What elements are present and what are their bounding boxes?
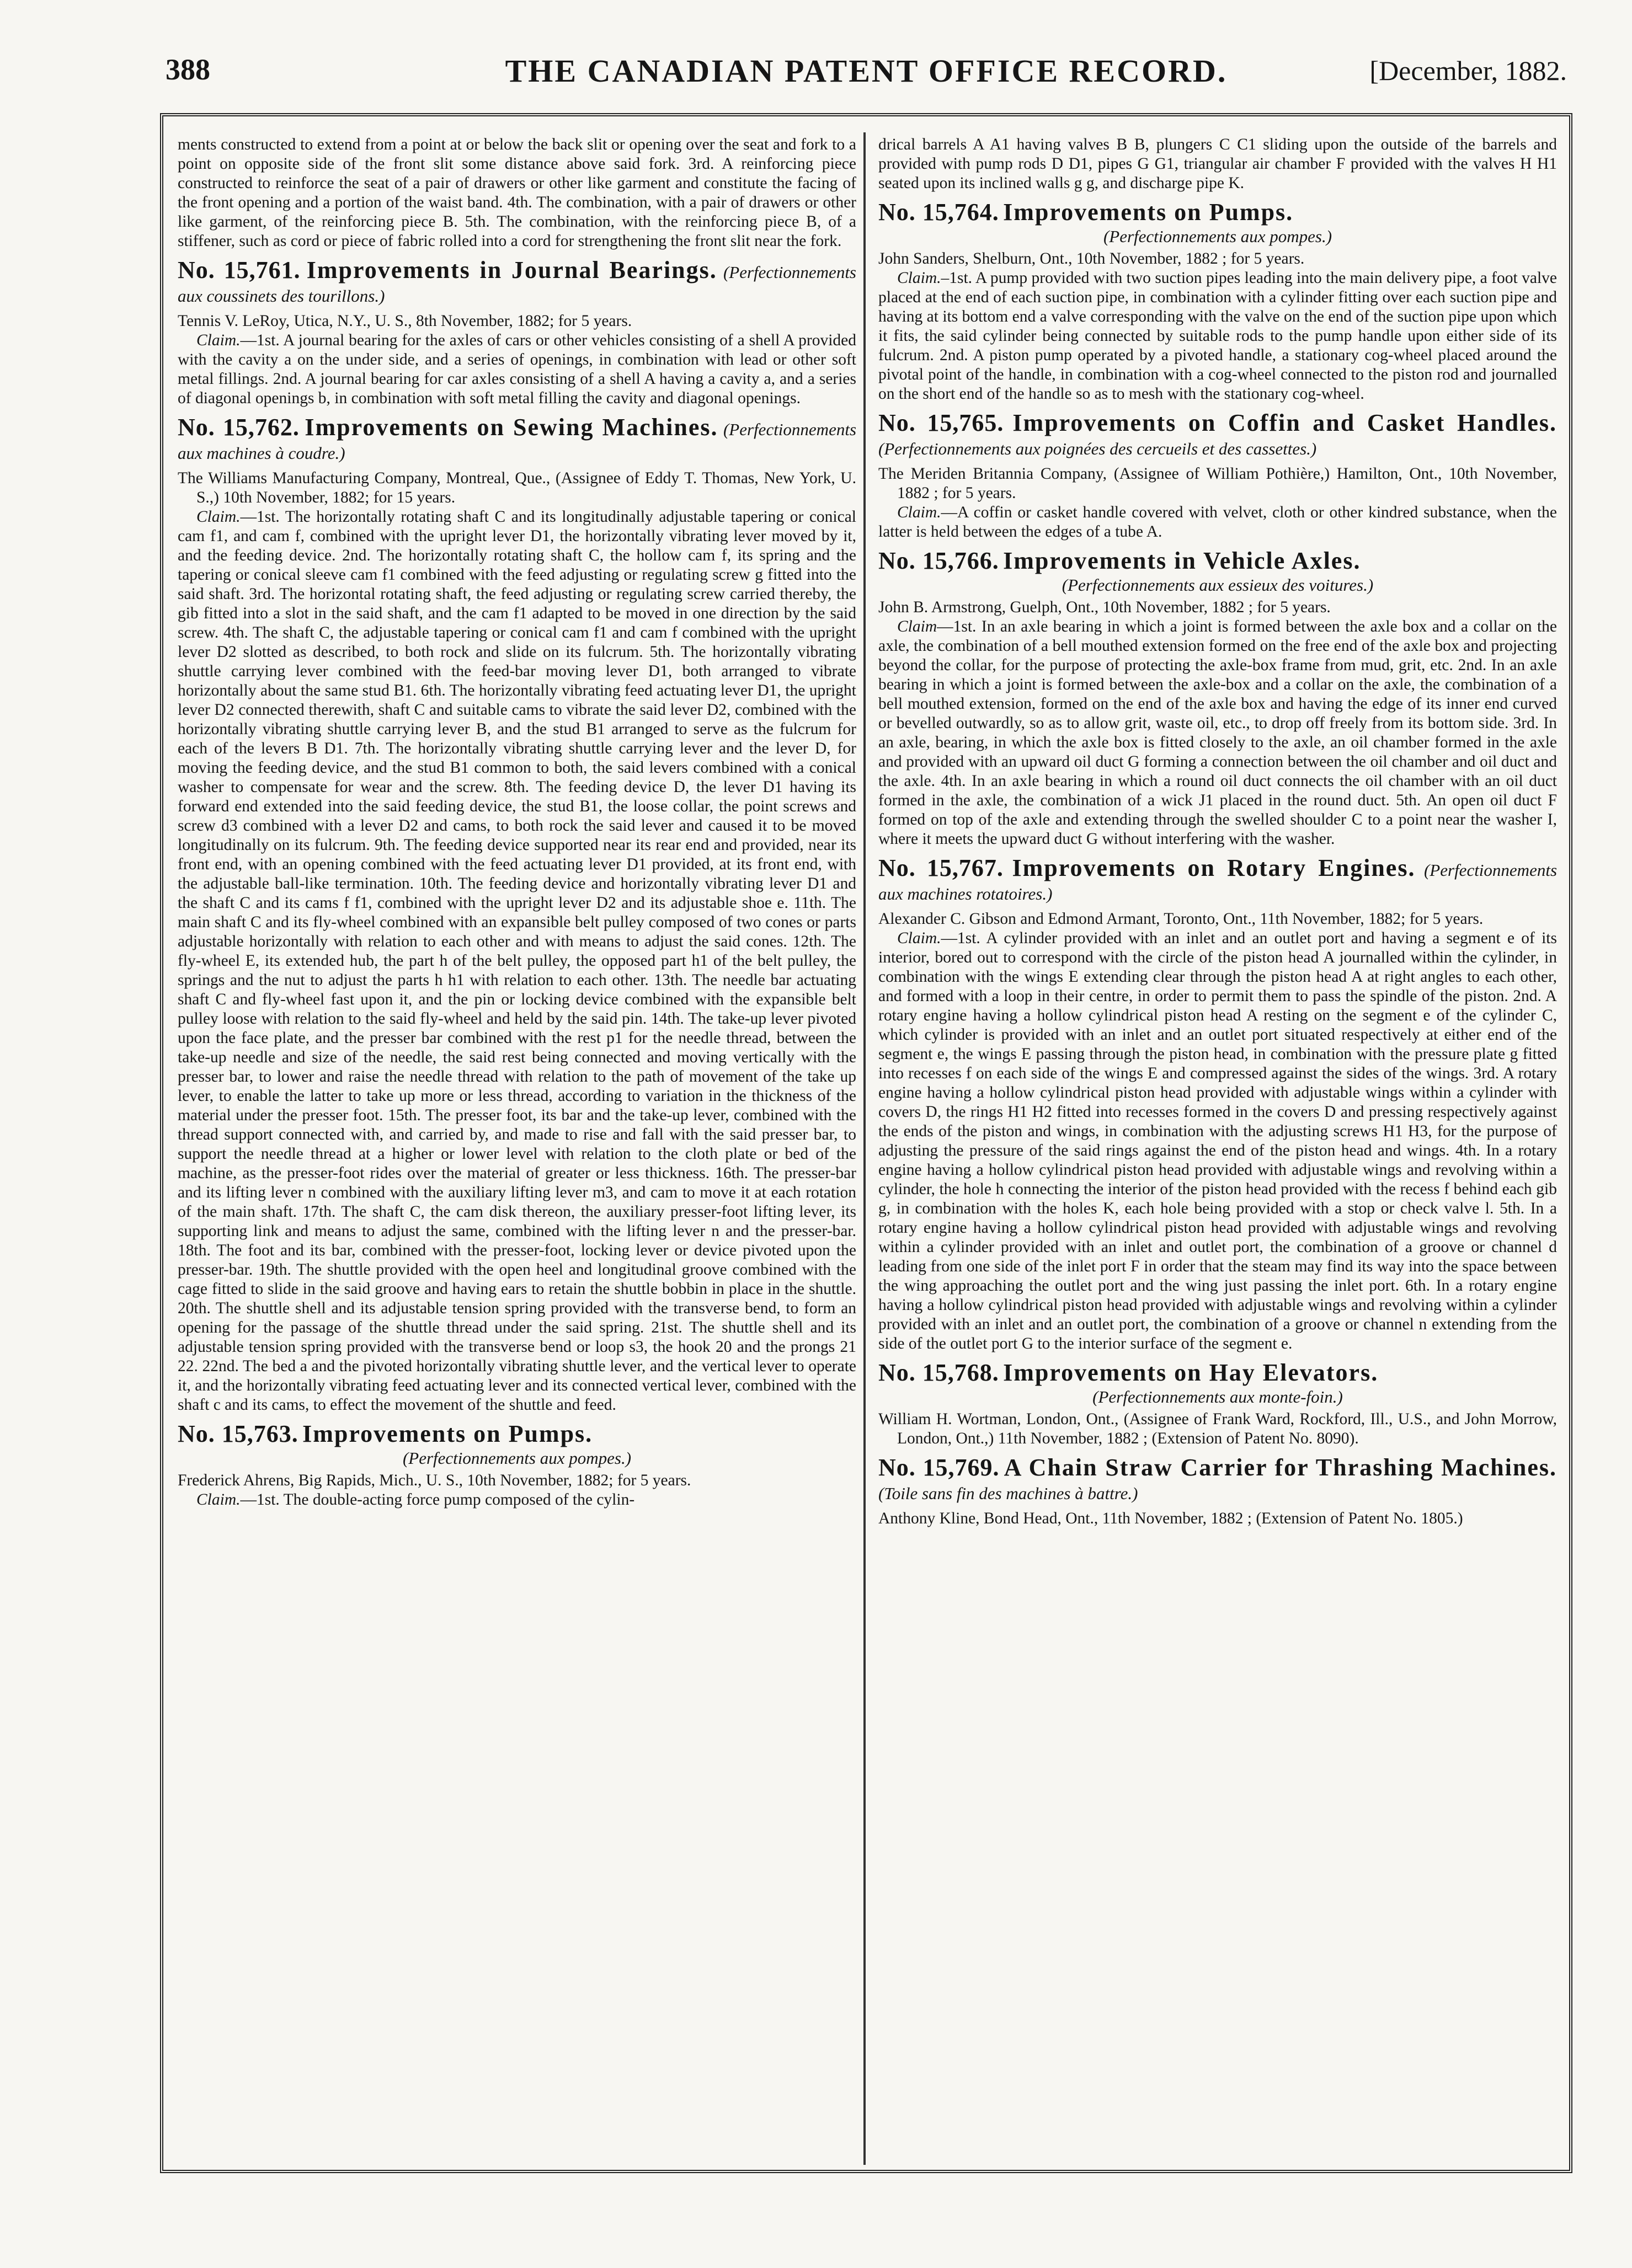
continued-text: ments constructed to extend from a point at or below the back slit or opening over the seat and fork to a point on opposite side of the front slit some distance above said fork. 3rd. A reinforcing piece constructed to reinforce the seat of a pair of drawers or other like garment and constitute the facing of the front opening and a portion of the waist band. 4th. The combination, with a pair of drawers or other like garment, of the reinforcing piece B. 5th. The combination, with the reinforcing piece B, of a stiffener, such as cord or piece of fabric rolled into a cord for strengthening the front slit near the fork. (178, 136, 856, 250)
patent-title: Improvements on Rotary Engines. (1012, 854, 1416, 881)
patentee: John Sanders, Shelburn, Ont., 10th November, 1882 ; for 5 years. (878, 250, 1305, 268)
patent-french-title: (Perfectionnements aux pompes.) (402, 1448, 632, 1468)
patent-french-title: (Perfectionnements aux machines rotatoires.) (878, 860, 1557, 903)
patentee: Alexander C. Gibson and Edmond Armant, Toronto, Ont., 11th November, 1882; for 5 years. (878, 910, 1484, 928)
patent-title: Improvements on Coffin and Casket Handles. (1012, 409, 1557, 436)
patent-title: Improvements in Journal Bearings. (306, 256, 717, 284)
claim-label: Claim. (897, 269, 941, 287)
patent-number: No. 15,763. (178, 1420, 298, 1447)
claim-text: —A coffin or casket handle covered with velvet, cloth or other kindred substance, when the latter is held between the edges of a tube A. (878, 504, 1557, 541)
patent-entry (878, 411, 1557, 542)
patent-french-title: (Perfectionnements aux poignées des cercueils et des cassettes.) (878, 439, 1317, 458)
column-divider (863, 132, 866, 2165)
continued-text: drical barrels A A1 having valves B B, plungers C C1 sliding upon the outside of the barrels and provided with pump rods D D1, pipes G G1, triangular air chamber F provided with the valves H H1 seated upon its inclined walls g g, and discharge pipe K. (878, 136, 1557, 192)
patentee: John B. Armstrong, Guelph, Ont., 10th November, 1882 ; for 5 years. (878, 598, 1331, 616)
claim-text: —1st. In an axle bearing in which a joint is formed between the axle box and a collar on the axle, the combination of a bell mouthed extension formed on the free end of the axle box and projecting beyond the collar, for the purpose of protecting the axle-box frame from mud, grit, etc. 2nd. In an axle bearing in which a joint is formed between the axle-box and a collar on the axle, the combination of a bell mouthed extension, formed on the end of the axle box and having the edge of its inner end curved or bevelled outwardly, so as to allow grit, waste oil, etc., to drop off freely from its bottom side. 3rd. In an axle, bearing, in which the axle box is fitted closely to the axle, an oil chamber formed in the axle and provided with an upward oil duct G forming a connection between the oil chamber and oil duct and the axle. 4th. In an axle bearing in which a round oil duct connects the oil chamber with an oil duct formed in the axle, the combination of a wick J1 placed in the round duct. 5th. An open oil duct F formed on top of the axle and extending through the swelled shoulder C to a point near the washer I, where it meets the upward duct G without interfering with the washer. (878, 618, 1557, 848)
patent-number: No. 15,764. (878, 199, 999, 226)
patent-claim (878, 503, 1557, 542)
patent-claim (878, 617, 1557, 849)
patent-number: No. 15,765. (878, 409, 1004, 436)
patent-claim (878, 269, 1557, 404)
patent-heading (178, 1422, 856, 1448)
patent-french-title: (Perfectionnements aux essieux des voitures.) (1062, 575, 1374, 595)
patent-title: Improvements on Hay Elevators. (1003, 1359, 1379, 1386)
page-number: 388 (166, 53, 210, 86)
patent-number: No. 15,762. (178, 414, 300, 441)
claim-label: Claim. (897, 929, 941, 947)
patent-claim (178, 507, 856, 1415)
patent-number: No. 15,767. (878, 854, 1004, 881)
patentee: Tennis V. LeRoy, Utica, N.Y., U. S., 8th November, 1882; for 5 years. (178, 312, 632, 330)
claim-text: –1st. A pump provided with two suction pipes leading into the main delivery pipe, a foot valve placed at the end of each suction pipe, in combination with a cylinder fitting over each suction pipe and having at its bottom end a valve corresponding with the valve on the end of the suction pipe upon which it fits, the said cylinder being connected by suitable rods to the pump handle upon either side of its fulcrum. 2nd. A piston pump operated by a pivoted handle, a stationary cog-wheel placed around the pivotal point of the handle, in combination with a cog-wheel connected to the piston rod and journalled on the short end of the handle so as to mesh with the stationary cog-wheel. (878, 269, 1557, 403)
patent-number: No. 15,769. (878, 1454, 1000, 1481)
claim-text: —1st. The horizontally rotating shaft C and its longitudinally adjustable tapering or conical cam f1, and cam f, combined with the upright lever D1, the horizontally vibrating lever moved by it, and the feeding device. 2nd. The horizontally rotating shaft C, the hollow cam f, its spring and the tapering or conical sleeve cam f1 combined with the feed adjusting or regulating screw g fitted into the said shaft. 3rd. The horizontal rotating shaft, the feed adjusting or regulating screw carried thereby, the gib fitted into a slot in the said shaft, and the cam f1 adapted to be moved in one direction by the said screw. 4th. The shaft C, the adjustable tapering or conical cam f1 and cam f combined with the upright lever D2 slotted as described, to both rock and slide on its fulcrum. 5th. The horizontally vibrating shuttle carrying lever combined with the feed-bar moving lever D1, both arranged to vibrate horizontally about the same stud B1. 6th. The horizontally vibrating feed actuating lever D1, the upright lever D2 connected therewith, shaft C and suitable cams to vibrate the said lever D2, combined with the horizontally vibrating shuttle carrying lever B, and the stud B1 arranged to serve as the fulcrum for each of the levers B D1. 7th. The horizontally vibrating shuttle carrying lever and the lever D, for moving the feeding device, and the stud B1 common to both, the said levers combined with a conical washer to compensate for wear and the screw. 8th. The feeding device D, the lever D1 having its forward end extended into the said feeding device, the stud B1, the loose collar, the point screws and screw d3 combined with a lever D2 and cams, to both rock the said lever and caused it to be moved longitudinally on its fulcrum. 9th. The feeding device supported near its rear end and provided, near its front end, with an opening combined with the feed actuating lever D1 provided, at its front end, with the adjustable ball-like termination. 10th. The feeding device and horizontally vibrating lever D1 and the shaft C and its cams f f1, combined with the upright lever D2 and its adjustable shoe e. 11th. The main shaft C and its fly-wheel combined with an expansible belt pulley composed of two cones or parts adjustable horizontally with relation to each other and with means to adjust the said cones. 12th. The fly-wheel E, its extended hub, the part h of the belt pulley, the opposed part h1 of the belt pulley, the springs and the nut to adjust the parts h h1 with relation to each other. 13th. The needle bar actuating shaft C and fly-wheel fast upon it, and the pin or locking device combined with the expansible belt pulley loose with relation to the said fly-wheel and held by the said pin. 14th. The take-up lever pivoted upon the face plate, and the presser bar combined with the rest p1 for the needle thread, between the take-up needle and size of the needle, the said rest being connected and moving vertically with the presser bar, to lower and raise the needle thread with relation to the path of movement of the take up lever, to enable the latter to take up more or less thread, according to variation in the thickness of the material under the presser foot. 15th. The presser foot, its bar and the take-up lever, combined with the thread support connected with, and carried by, and made to rise and fall with the said presser bar, to support the needle thread at a higher or lower level with relation to the cloth plate or bed of the machine, as the presser-foot rides over the material of greater or less thickness. 16th. The presser-bar and its lifting lever n combined with the auxiliary lifting lever m3, and cam to move it at each rotation of the main shaft. 17th. The shaft C, the cam disk thereon, the auxiliary presser-foot lifting lever, its supporting link and means to adjust the same, combined with the lifting lever n and the presser-bar. 18th. The foot and its bar, combined with the presser-foot, locking lever or device pivoted upon the presser-bar. 19th. The shuttle provided with the open heel and longitudinal groove combined with the cage fitted to slide in the said groove and having ears to retain the shuttle bobbin in place in the shuttle. 20th. The shuttle shell and its adjustable tension spring provided with the transverse bend, to form an opening for the passage of the shuttle thread under the said spring. 21st. The shuttle shell and its adjustable tension spring provided with the transverse bend or loop s3, the hook 20 and the prongs 21 22. 22nd. The bed a and the pivoted horizontally vibrating shuttle lever, and the vertical lever to operate it, and the horizontally vibrating feed actuating lever and its connected vertical lever, combined with the shaft c and its cams, to effect the movement of the shuttle and feed. (178, 508, 856, 1414)
left-column (178, 135, 856, 2159)
patent-heading (878, 411, 1557, 461)
issue-date: [December, 1882. (1369, 55, 1567, 86)
claim-label: Claim. (196, 1491, 241, 1509)
patent-number: No. 15,768. (878, 1359, 999, 1386)
patentee: Frederick Ahrens, Big Rapids, Mich., U. S., 10th November, 1882; for 5 years. (178, 1472, 691, 1489)
claim-label: Claim. (196, 331, 241, 349)
claim-text: —1st. A journal bearing for the axles of cars or other vehicles consisting of a shell A provided with the cavity a on the under side, and a series of openings, in combination with lead or other soft metal fillings. 2nd. A journal bearing for car axles consisting of a shell A having a cavity a, and a series of diagonal openings b, in combination with soft metal filling the cavity and diagonal openings. (178, 331, 856, 407)
patentee: The Williams Manufacturing Company, Montreal, Que., (Assignee of Eddy T. Thomas, New York, U. S.,) 10th November, 1882; for 15 years. (178, 469, 856, 506)
page-header (166, 52, 1567, 97)
patent-number: No. 15,766. (878, 547, 999, 574)
patent-claim (878, 929, 1557, 1354)
patent-title: Improvements on Sewing Machines. (305, 414, 718, 441)
patentee: The Meriden Britannia Company, (Assignee of William Pothière,) Hamilton, Ont., 10th November, 1882 ; for 5 years. (878, 465, 1557, 502)
publication-title: THE CANADIAN PATENT OFFICE RECORD. (505, 53, 1228, 89)
patent-entry (178, 416, 856, 1415)
patent-claim (178, 1490, 856, 1510)
patent-entry (878, 201, 1557, 404)
claim-text: —1st. A cylinder provided with an inlet and an outlet port and having a segment e of its interior, bored out to correspond with the circle of the piston head A journalled within the cylinder, in combination with the wings E extending clear through the piston head A at right angles to each other, and formed with a loop in their centre, in order to permit them to pass the spindle of the piston. 2nd. A rotary engine having a hollow cylindrical piston head A resting on the segment e of the cylinder C, which cylinder is provided with an inlet and an outlet port situated respectively at either end of the segment e, the wings E passing through the piston head, in combination with the pressure plate g fitted into recesses f on each side of the wings E and compressed against the sides of the wings. 3rd. A rotary engine having a hollow cylindrical piston head provided with adjustable wings within a cylinder with covers D, the rings H1 H2 fitted into recesses formed in the covers D and pressing respectively against the ends of the piston and wings, in combination with the adjusting screws H1 H3, for the purpose of adjusting the pressure of the said rings against the end of the piston head and wings. 4th. In a rotary engine having a hollow cylindrical piston head provided with adjustable wings and revolving within a cylinder, the hole h connecting the interior of the piston head provided with the recess f behind each gib g, in combination with the holes K, each hole being provided with a stop or check valve l. 5th. In a rotary engine having a hollow cylindrical piston head provided with adjustable wings and revolving within a cylinder provided with an inlet and outlet port, the combination of a groove or channel d leading from one side of the inlet port F in order that the steam may find its way into the space between the wing approaching the outlet port and the wing just passing the inlet port. 6th. In a rotary engine having a hollow cylindrical piston head provided with adjustable wings and revolving within a cylinder provided with an inlet and an outlet port, the combination of a groove or channel n extending from the side of the outlet port G to the interior surface of the segment e. (878, 929, 1557, 1352)
right-column (878, 135, 1557, 2159)
patent-entry (178, 256, 856, 408)
claim-label: Claim. (897, 504, 941, 521)
claim-label: Claim (897, 618, 937, 635)
patentee: Anthony Kline, Bond Head, Ont., 11th November, 1882 ; (Extension of Patent No. 1805.) (878, 1510, 1463, 1527)
patent-heading (178, 256, 856, 308)
patent-heading (878, 1456, 1557, 1506)
patent-claim (178, 331, 856, 408)
patent-entry (878, 854, 1557, 1354)
patent-entry (878, 549, 1557, 849)
patent-french-title: (Toile sans fin des machines à battre.) (878, 1484, 1138, 1503)
patent-french-title: (Perfectionnements aux monte-foin.) (1092, 1387, 1343, 1406)
patent-title: Improvements on Pumps. (1003, 199, 1294, 226)
patent-heading (878, 201, 1557, 227)
patent-french-title: (Perfectionnements aux coussinets des tourillons.) (178, 263, 856, 306)
patent-entry (878, 1361, 1557, 1448)
claim-text: —1st. The double-acting force pump composed of the cylin- (240, 1491, 635, 1509)
patentee: William H. Wortman, London, Ont., (Assignee of Frank Ward, Rockford, Ill., U.S., and John Morrow, London, Ont.,) 11th November, 1882 ; (Extension of Patent No. 8090). (878, 1410, 1557, 1447)
patent-heading (878, 549, 1557, 575)
patent-title: A Chain Straw Carrier for Thrashing Machines. (1004, 1454, 1557, 1481)
patent-heading (178, 416, 856, 466)
patent-french-title: (Perfectionnements aux machines à coudre.) (178, 420, 856, 463)
patent-title: Improvements in Vehicle Axles. (1003, 547, 1361, 574)
claim-label: Claim. (196, 508, 241, 526)
patent-title: Improvements on Pumps. (302, 1420, 593, 1447)
patent-number: No. 15,761. (178, 256, 301, 284)
patent-entry (878, 1456, 1557, 1528)
patent-entry (178, 1422, 856, 1510)
patent-french-title: (Perfectionnements aux pompes.) (1103, 227, 1332, 246)
patent-heading (878, 854, 1557, 906)
patent-heading (878, 1361, 1557, 1387)
